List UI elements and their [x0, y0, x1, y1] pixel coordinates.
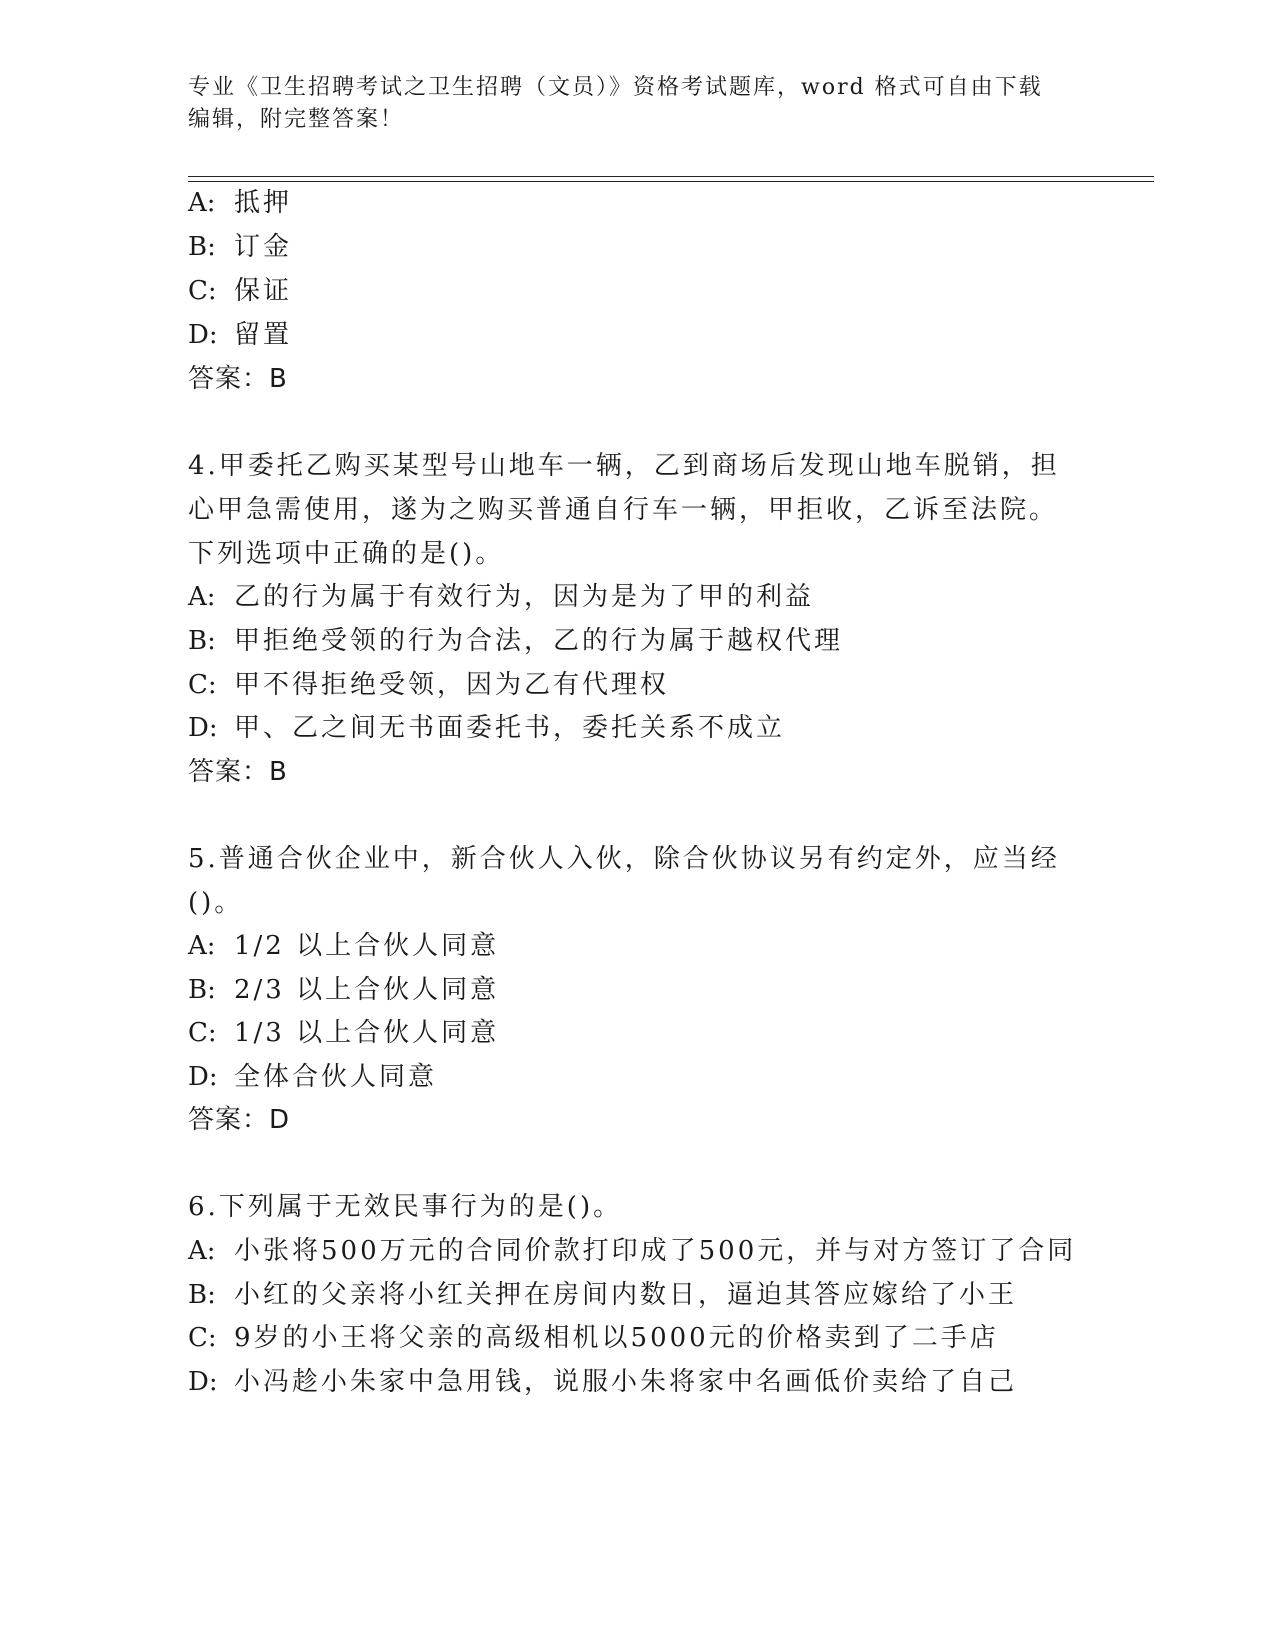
header-divider-top	[188, 176, 1154, 177]
option-letter: D:	[188, 713, 218, 743]
q5-option-c	[188, 1016, 499, 1050]
option-text: 小红的父亲将小红关押在房间内数日，逼迫其答应嫁给了小王	[234, 1280, 1018, 1310]
q3-option-a	[188, 186, 292, 220]
option-letter: C:	[188, 1323, 217, 1353]
option-letter: C:	[188, 670, 217, 700]
option-text: 订金	[234, 232, 293, 262]
option-text: 留置	[234, 320, 293, 350]
option-text: 甲、乙之间无书面委托书，委托关系不成立	[234, 713, 786, 743]
q3-answer: 答案：B	[188, 364, 288, 394]
option-text: 甲不得拒绝受领，因为乙有代理权	[234, 670, 670, 700]
option-letter: D:	[188, 1367, 218, 1397]
q5-stem-line-1: 5.普通合伙企业中，新合伙人入伙，除合伙协议另有约定外，应当经	[188, 844, 1060, 874]
option-letter: B:	[188, 975, 216, 1005]
q4-stem-line-2: 心甲急需使用，遂为之购买普通自行车一辆，甲拒收，乙诉至法院。	[188, 495, 1059, 525]
q4-option-a	[188, 580, 814, 614]
option-letter: C:	[188, 276, 217, 306]
q5-answer: 答案：D	[188, 1105, 291, 1135]
q4-stem-line-3: 下列选项中正确的是()。	[188, 539, 505, 569]
option-letter: B:	[188, 1280, 216, 1310]
q5-option-d	[188, 1060, 437, 1094]
option-text: 1/3 以上合伙人同意	[234, 1018, 500, 1048]
option-letter: D:	[188, 320, 218, 350]
option-text: 全体合伙人同意	[234, 1062, 438, 1092]
option-letter: B:	[188, 232, 216, 262]
option-text: 1/2 以上合伙人同意	[234, 931, 500, 961]
option-letter: A:	[188, 1236, 216, 1266]
option-letter: D:	[188, 1062, 218, 1092]
option-letter: A:	[188, 582, 216, 612]
q5-option-b	[188, 973, 499, 1007]
option-text: 小张将500万元的合同价款打印成了500元，并与对方签订了合同	[234, 1236, 1077, 1266]
option-text: 小冯趁小朱家中急用钱，说服小朱将家中名画低价卖给了自己	[234, 1367, 1018, 1397]
header-divider-bottom	[188, 181, 1154, 182]
q4-stem-line-1: 4.甲委托乙购买某型号山地车一辆，乙到商场后发现山地车脱销，担	[188, 451, 1060, 481]
q4-option-c	[188, 668, 669, 702]
option-text: 9岁的小王将父亲的高级相机以5000元的价格卖到了二手店	[234, 1323, 999, 1353]
q3-option-c	[188, 274, 292, 308]
q6-option-c	[188, 1321, 999, 1355]
option-letter: C:	[188, 1018, 217, 1048]
q6-option-d	[188, 1365, 1017, 1399]
q3-option-d	[188, 318, 292, 352]
option-text: 抵押	[234, 188, 293, 218]
option-text: 2/3 以上合伙人同意	[234, 975, 500, 1005]
q6-stem-line-1: 6.下列属于无效民事行为的是()。	[188, 1192, 623, 1222]
q4-answer: 答案：B	[188, 757, 288, 787]
q6-option-a	[188, 1234, 1076, 1268]
q6-option-b	[188, 1278, 1017, 1312]
option-text: 甲拒绝受领的行为合法，乙的行为属于越权代理	[234, 626, 844, 656]
q3-option-b	[188, 230, 292, 264]
q5-option-a	[188, 929, 499, 963]
option-letter: A:	[188, 931, 216, 961]
option-text: 保证	[234, 276, 293, 306]
q4-option-d	[188, 711, 785, 745]
document-header: 专业《卫生招聘考试之卫生招聘（文员）》资格考试题库，word 格式可自由下载 编辑，附完整答案！	[188, 75, 1043, 132]
q4-option-b	[188, 624, 843, 658]
option-letter: A:	[188, 188, 216, 218]
q5-stem-line-2: ()。	[188, 888, 244, 918]
option-text: 乙的行为属于有效行为，因为是为了甲的利益	[234, 582, 815, 612]
option-letter: B:	[188, 626, 216, 656]
